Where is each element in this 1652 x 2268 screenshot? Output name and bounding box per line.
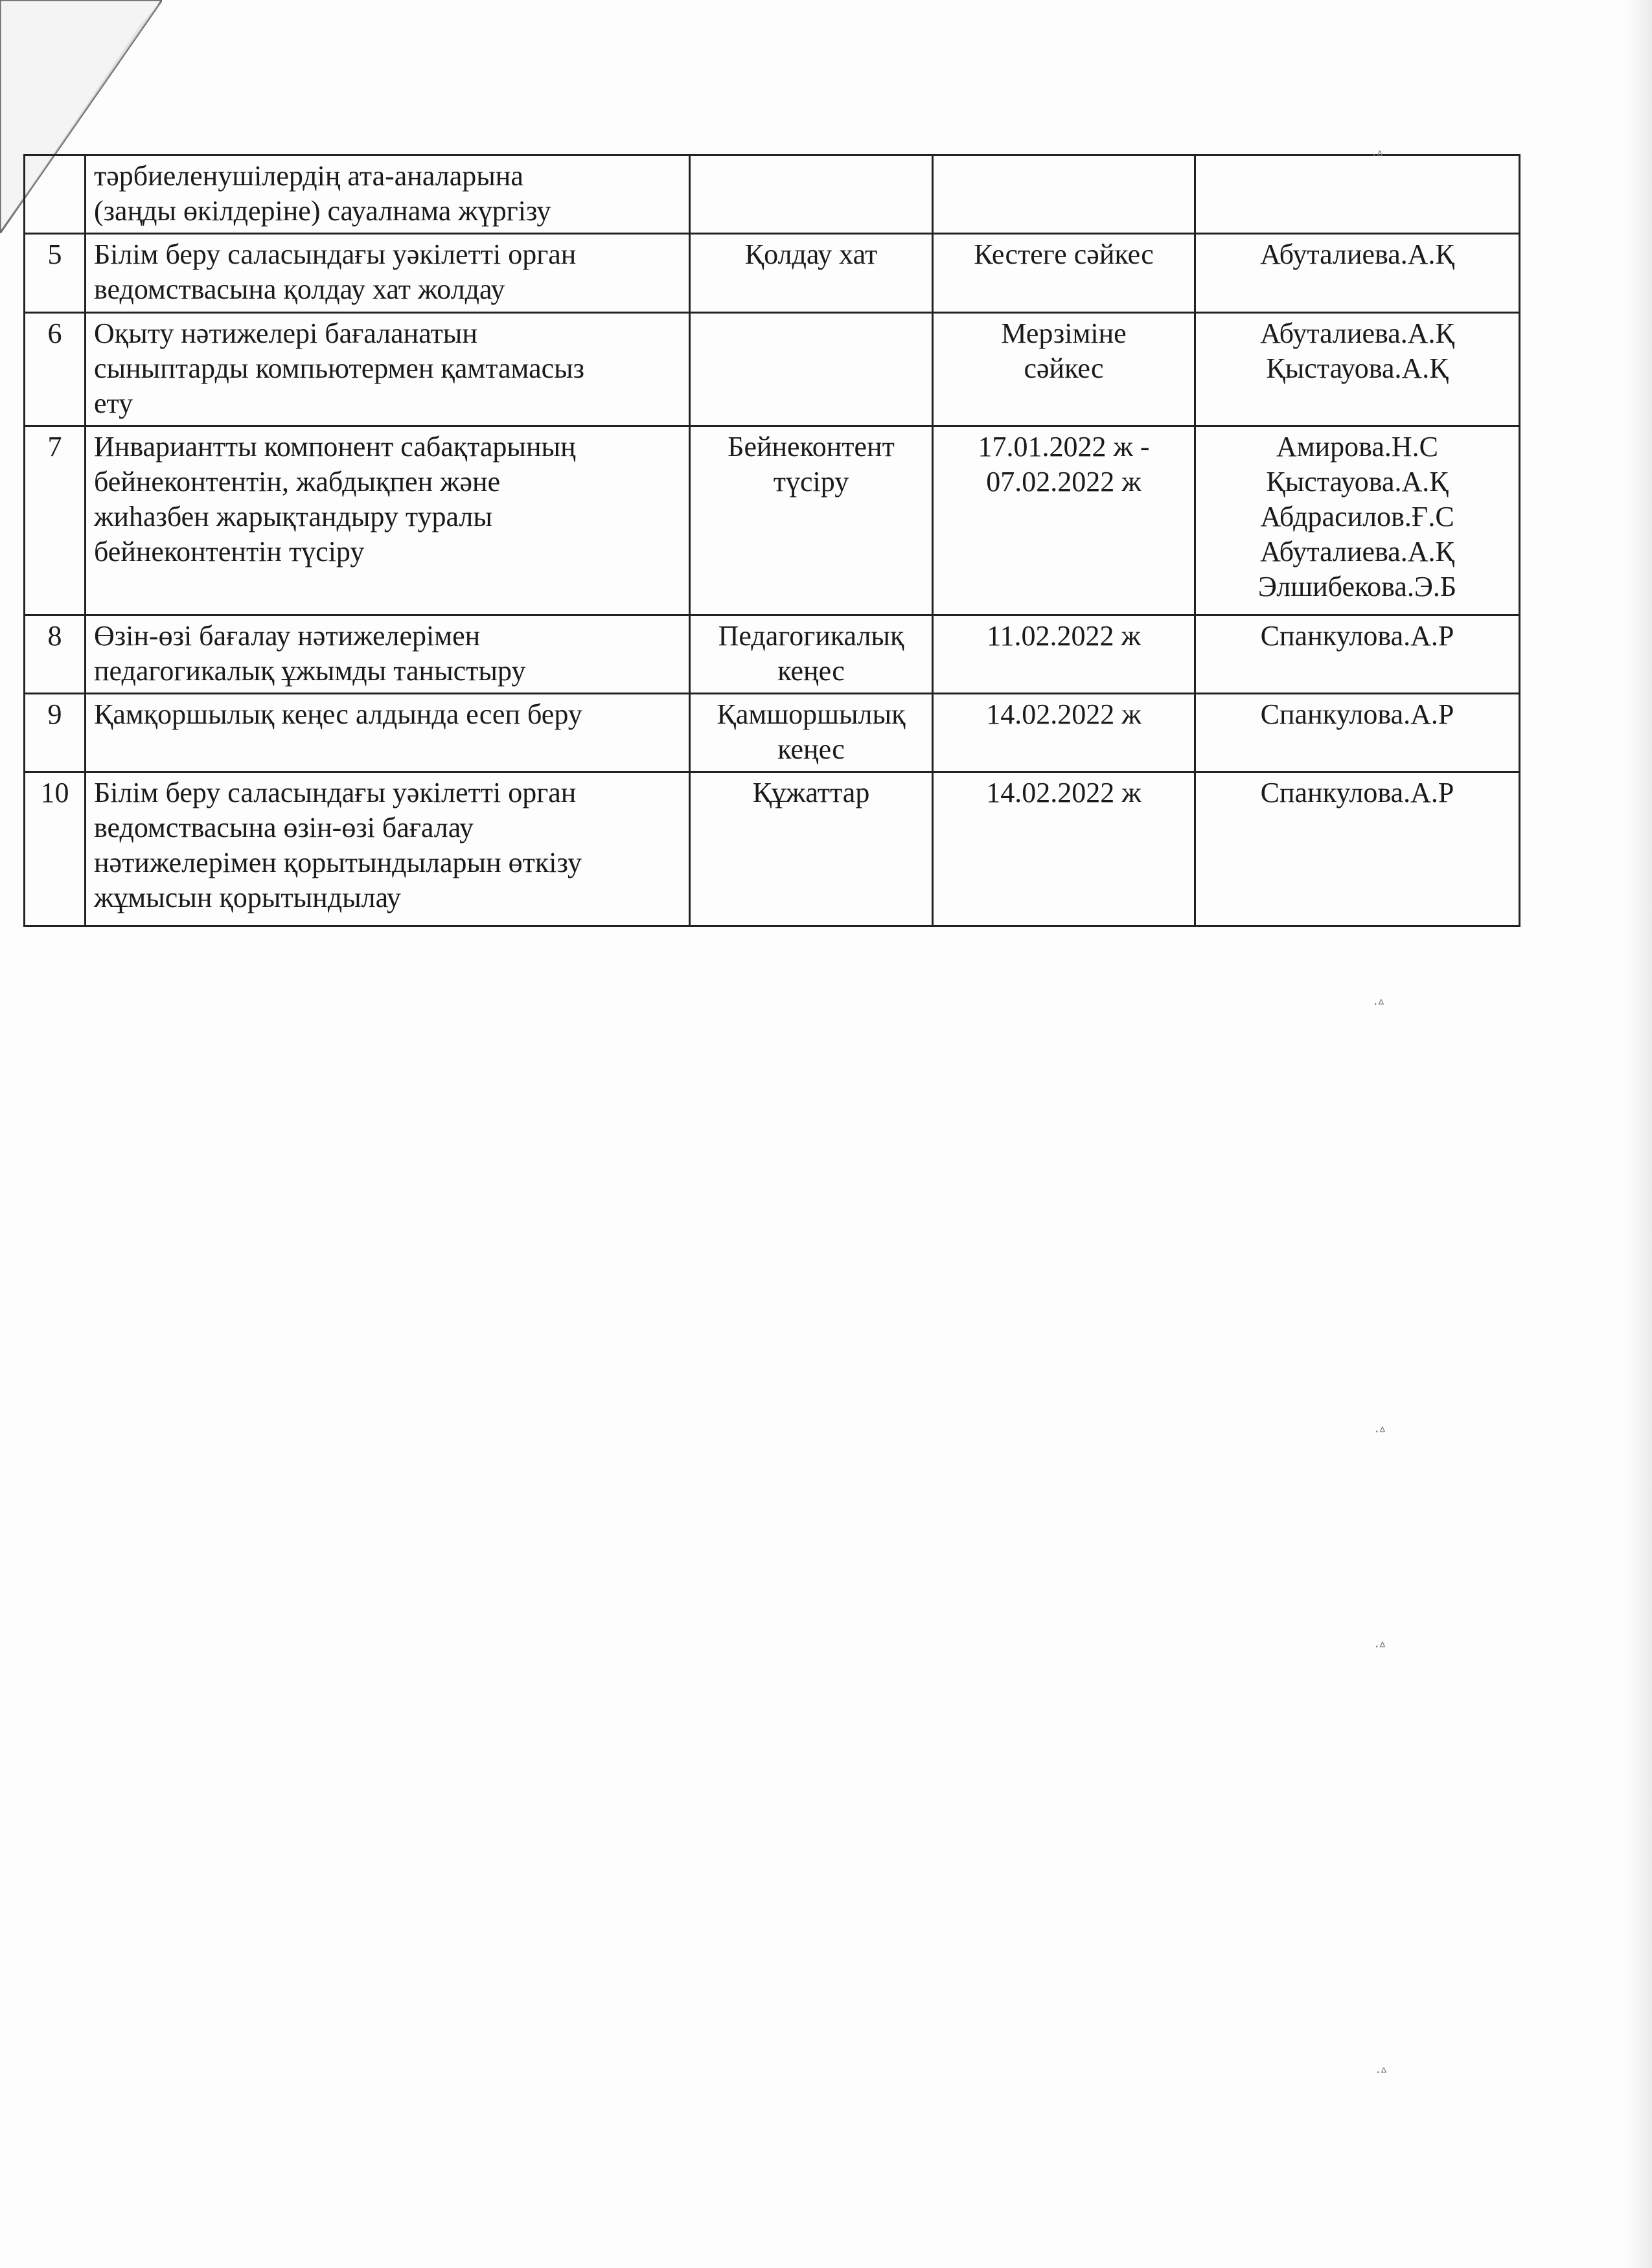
scan-speck: ·ᐞ (1373, 996, 1385, 1012)
responsible-cell-line: Спанкулова.А.Р (1260, 777, 1454, 808)
responsible-cell (1195, 772, 1520, 926)
form-cell-line: кеңес (777, 655, 845, 687)
date-cell (933, 772, 1195, 926)
form-cell (690, 426, 933, 615)
scan-speck: ·ᐞ (1376, 2065, 1388, 2080)
form-cell (690, 155, 933, 234)
date-cell-line: 07.02.2022 ж (986, 466, 1141, 498)
table-row (25, 234, 1520, 313)
form-cell (690, 313, 933, 426)
responsible-cell (1195, 155, 1520, 234)
event-cell-line: Білім беру саласындағы уәкілетті орган (94, 777, 577, 808)
event-cell (86, 234, 690, 313)
responsible-cell-line: Спанкулова.А.Р (1260, 698, 1454, 730)
responsible-cell (1195, 615, 1520, 694)
form-cell (690, 772, 933, 926)
event-cell (86, 155, 690, 234)
scan-speck: ·ᐞ (1375, 1639, 1386, 1655)
action-plan-table (23, 154, 1520, 927)
event-cell-line: ету (94, 387, 133, 419)
table-body (25, 155, 1520, 926)
form-cell-line: Педагогикалық (718, 620, 904, 652)
event-cell-line: жұмысын қорытындылау (94, 882, 401, 913)
row-number (25, 155, 86, 234)
event-cell-line: Қамқоршылық кеңес алдында есеп беру (94, 698, 582, 730)
responsible-cell (1195, 426, 1520, 615)
responsible-cell-line: Элшибекова.Э.Б (1257, 571, 1457, 602)
event-cell (86, 615, 690, 694)
scan-edge-shadow (1626, 0, 1652, 2268)
row-number: 7 (25, 426, 86, 615)
form-cell (690, 615, 933, 694)
table-row (25, 615, 1520, 694)
event-cell-line: (заңды өкілдеріне) сауалнама жүргізу (94, 195, 551, 227)
responsible-cell-line: Абуталиева.А.Қ (1260, 536, 1454, 567)
table-row (25, 313, 1520, 426)
event-cell-line: сыныптарды компьютермен қамтамасыз (94, 352, 585, 384)
responsible-cell-line: Абуталиева.А.Қ (1260, 238, 1454, 270)
event-cell-line: бейнеконтентін, жабдықпен және (94, 466, 501, 498)
date-cell (933, 313, 1195, 426)
date-cell (933, 234, 1195, 313)
form-cell-line: кеңес (777, 733, 845, 765)
row-number: 5 (25, 234, 86, 313)
responsible-cell-line: Абдрасилов.Ғ.С (1260, 501, 1454, 533)
form-cell-line: түсіру (773, 466, 849, 498)
responsible-cell (1195, 313, 1520, 426)
event-cell-line: бейнеконтентін түсіру (94, 536, 365, 567)
date-cell-line: 14.02.2022 ж (986, 698, 1141, 730)
event-cell-line: Өзін-өзі бағалау нәтижелерімен (94, 620, 481, 652)
event-cell-line: ведомствасына өзін-өзі бағалау (94, 812, 474, 843)
event-cell-line: Инвариантты компонент сабақтарының (94, 431, 576, 463)
table-row (25, 694, 1520, 772)
event-cell-line: тәрбиеленушілердің ата-аналарына (94, 160, 523, 192)
date-cell-line: 11.02.2022 ж (987, 620, 1141, 652)
form-cell-line: Құжаттар (752, 777, 870, 808)
row-number: 8 (25, 615, 86, 694)
event-cell-line: педагогикалық ұжымды таныстыру (94, 655, 526, 687)
responsible-cell-line: Спанкулова.А.Р (1260, 620, 1454, 652)
form-cell-line: Бейнеконтент (728, 431, 895, 463)
event-cell (86, 772, 690, 926)
event-cell-line: Білім беру саласындағы уәкілетті орган (94, 238, 577, 270)
responsible-cell (1195, 694, 1520, 772)
scan-speck: ·ᐞ (1375, 1424, 1386, 1439)
table-row (25, 772, 1520, 926)
event-cell-line: жиһазбен жарықтандыру туралы (94, 501, 492, 533)
row-number: 10 (25, 772, 86, 926)
event-cell (86, 313, 690, 426)
date-cell (933, 694, 1195, 772)
event-cell-line: нәтижелерімен қорытындыларын өткізу (94, 847, 582, 878)
form-cell-line: Қамшоршылық (717, 698, 906, 730)
responsible-cell (1195, 234, 1520, 313)
date-cell (933, 155, 1195, 234)
event-cell-line: ведомствасына қолдау хат жолдау (94, 273, 505, 305)
form-cell (690, 694, 933, 772)
scan-speck: ·ᐞ (1372, 148, 1384, 163)
responsible-cell-line: Қыстауова.А.Қ (1266, 352, 1449, 384)
date-cell-line: 14.02.2022 ж (986, 777, 1141, 808)
form-cell-line: Қолдау хат (744, 238, 878, 270)
form-cell (690, 234, 933, 313)
row-number: 6 (25, 313, 86, 426)
date-cell-line: Мерзіміне (1001, 317, 1127, 349)
date-cell-line: 17.01.2022 ж - (978, 431, 1150, 463)
table-row (25, 426, 1520, 615)
row-number: 9 (25, 694, 86, 772)
date-cell (933, 426, 1195, 615)
responsible-cell-line: Амирова.Н.С (1276, 431, 1438, 463)
date-cell-line: Кестеге сәйкес (974, 238, 1154, 270)
event-cell-line: Оқыту нәтижелері бағаланатын (94, 317, 477, 349)
event-cell (86, 426, 690, 615)
event-cell (86, 694, 690, 772)
table-row (25, 155, 1520, 234)
responsible-cell-line: Қыстауова.А.Қ (1266, 466, 1449, 498)
date-cell-line: сәйкес (1024, 352, 1104, 384)
date-cell (933, 615, 1195, 694)
responsible-cell-line: Абуталиева.А.Қ (1260, 317, 1454, 349)
